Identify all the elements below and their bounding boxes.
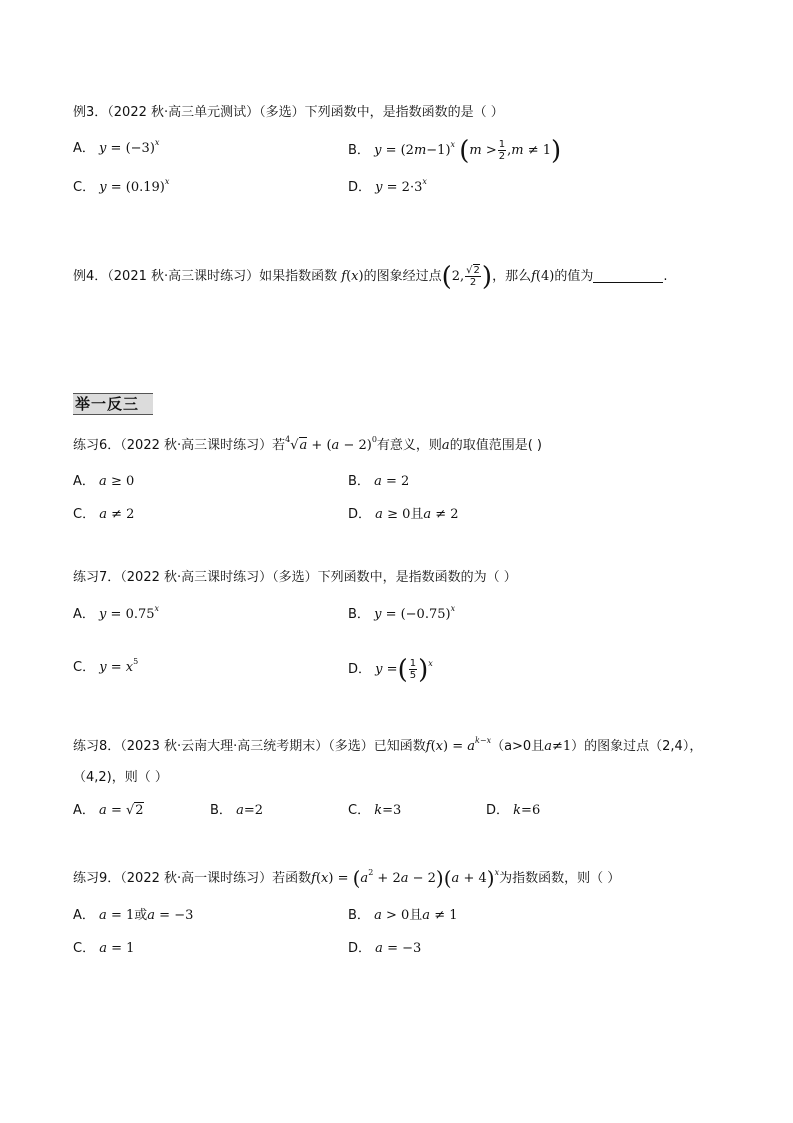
practice-6-option-b: B． a = 2 bbox=[348, 474, 410, 489]
practice-7-stem: 练习7．（2022 秋·高三课时练习）（多选）下列函数中，是指数函数的为（ ） bbox=[73, 570, 517, 585]
practice-9-stem: 练习9．（2022 秋·高一课时练习）若函数$f(x) = (a^2 + 2a - 2)(a + 4)^x$为指数函数，则（ ） bbox=[73, 866, 621, 890]
practice-9-option-d: D． a = −3 bbox=[348, 941, 422, 956]
question-3-stem: 例3．（2022 秋·高三单元测试）（多选）下列函数中，是指数函数的是（ ） bbox=[73, 105, 504, 120]
practice-7-option-a: A． $y = 0.75^x$ bbox=[73, 604, 160, 622]
practice-9-option-c: C． a = 1 bbox=[73, 941, 135, 956]
practice-7-option-c: C． $y = x^5$ bbox=[73, 657, 139, 675]
practice-9-option-b: B． a > 0且a ≠ 1 bbox=[348, 908, 458, 923]
practice-7-option-b: B． $y = (-0.75)^x$ bbox=[348, 604, 456, 622]
practice-9-option-a: A． a = 1或a = −3 bbox=[73, 908, 194, 923]
practice-8-option-d: D． k=6 bbox=[486, 803, 541, 818]
question-3-option-a: A． $y = (-3)^x$ bbox=[73, 138, 160, 156]
practice-6-option-a: A． a ≥ 0 bbox=[73, 474, 135, 489]
question-4-stem: 例4．（2021 秋·高三课时练习）如果指数函数 f(x)的图象经过点(2, $\frac{√2}{2}$ )，那么f(4)的值为 . bbox=[73, 262, 668, 292]
practice-8-option-b: B． a=2 bbox=[210, 803, 263, 818]
practice-6-option-d: D． a ≥ 0且a ≠ 2 bbox=[348, 507, 459, 522]
practice-6-stem: 练习6．（2022 秋·高三课时练习）若$^4√a + (a - 2)^0$有意义，则a的取值范围是( ) bbox=[73, 435, 542, 453]
practice-8-stem-line-2: （4,2)，则（ ） bbox=[73, 770, 168, 785]
question-3-option-c: C． $y = (0.19)^x$ bbox=[73, 177, 170, 195]
answer-blank[interactable] bbox=[593, 268, 663, 283]
practice-6-option-c: C． a ≠ 2 bbox=[73, 507, 135, 522]
practice-8-stem: 练习8．（2023 秋·云南大理·高三统考期末）（多选）已知函数$f(x) = a^{k-x}(a>0$且a≠1）的图象过点（2,4）， bbox=[73, 736, 703, 754]
question-3-option-d: D． $y = 2\cdot 3^x$ bbox=[348, 177, 427, 195]
question-3-option-b: B． $y = (2m-1)^x$ (m > $\frac{1}{2}$ ,m ≠ 1) bbox=[348, 136, 562, 166]
practice-8-option-c: C． k=3 bbox=[348, 803, 402, 818]
practice-7-option-d: D． y =( $\frac{1}{5}$ )$^x$ bbox=[348, 655, 433, 685]
section-header: 举一反三 bbox=[73, 393, 153, 415]
practice-8-option-a: A． a = √2 bbox=[73, 803, 144, 818]
